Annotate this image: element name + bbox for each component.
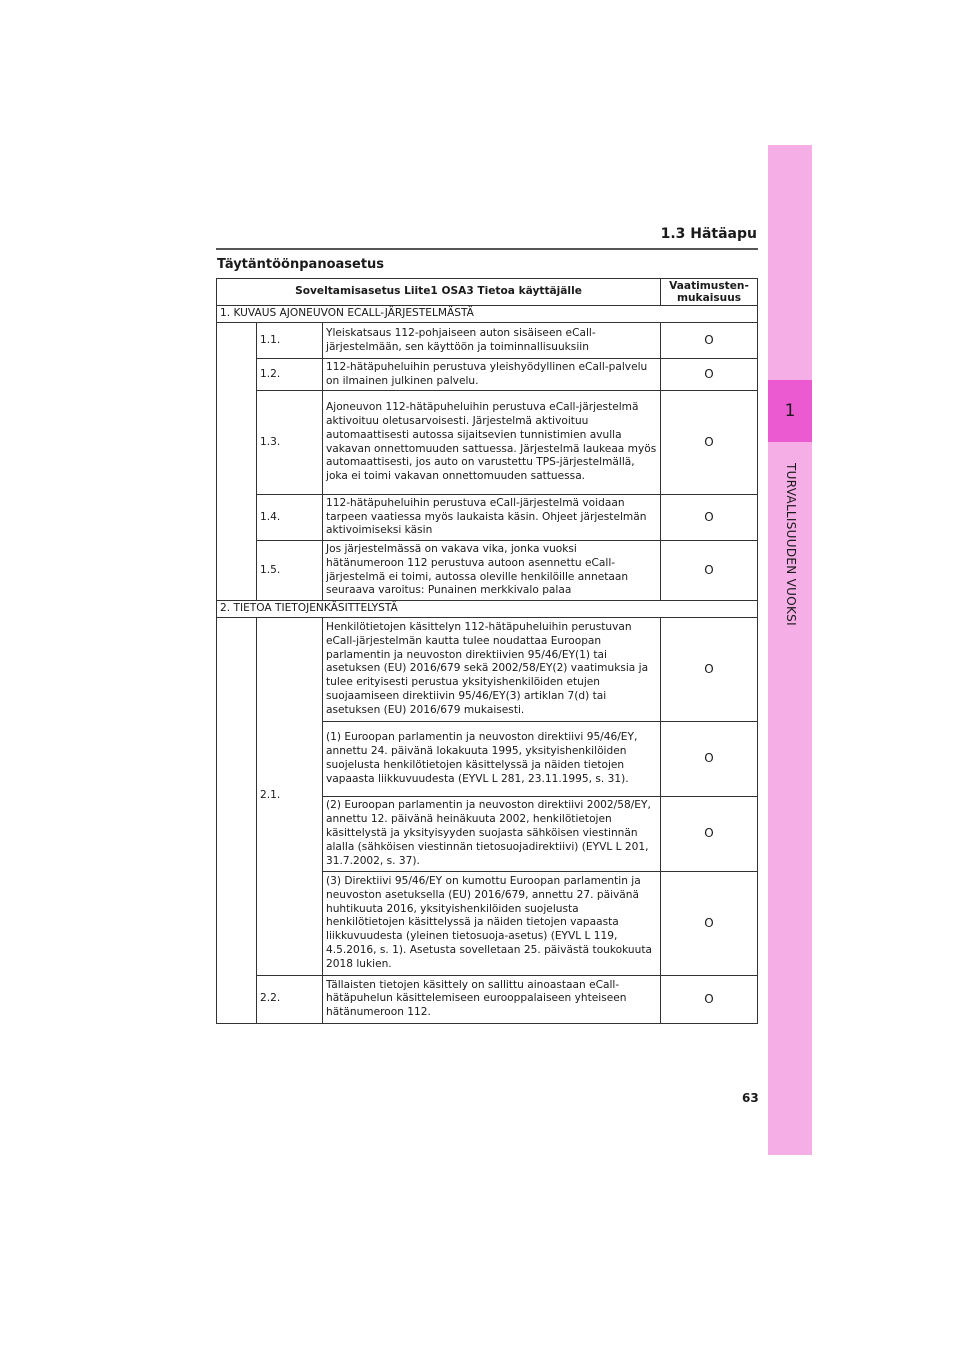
row-text: (2) Euroopan parlamentin ja neuvoston direktiivi 2002/58/EY, annettu 12. päivänä heinäkuuta 2002, henkilötietojen käsittelystä ja yksityisyyden suojasta sähköisen viestinnän alalla (sähköisen viestinnän tietosuojadirektiivi) (EYVL L 201, 31.7.2002, s. 37). [323, 796, 661, 871]
header-divider [216, 248, 758, 250]
row-text: 112-hätäpuheluihin perustuva yleishyödyllinen eCall-palvelu on ilmainen julkinen palvelu. [323, 359, 661, 391]
section-title: 2. TIETOA TIETOJENKÄSITTELYSTÄ [217, 601, 758, 618]
row-compliance-mark: O [661, 617, 758, 721]
row-number: 1.1. [257, 323, 323, 359]
table-row [217, 495, 758, 541]
row-compliance-mark: O [661, 721, 758, 796]
table-row [217, 541, 758, 601]
row-compliance-mark: O [661, 796, 758, 871]
table-row [217, 391, 758, 495]
table-row [217, 323, 758, 359]
compliance-table [216, 278, 758, 1024]
row-compliance-mark: O [661, 541, 758, 601]
row-number: 1.3. [257, 391, 323, 495]
row-text: Henkilötietojen käsittelyn 112-hätäpuheluihin perustuvan eCall-järjestelmän kautta tulee noudattaa Euroopan parlamentin ja neuvoston direktiivien 95/46/EY(1) tai asetuksen (EU) 2016/679 sekä 2002/58/EY(2) vaatimuksia ja tulee erityisesti perustua yksityishenkilöiden etujen suojaamiseen direktiivin 95/46/EY(3) artiklan 7(d) tai asetuksen (EU) 2016/679 mukaisesti. [323, 617, 661, 721]
document-title: Täytäntöönpanoasetus [217, 257, 385, 272]
row-text: Yleiskatsaus 112-pohjaiseen auton sisäiseen eCall-järjestelmään, sen käyttöön ja toiminnallisuuksiin [323, 323, 661, 359]
indent-cell [217, 617, 257, 1023]
row-compliance-mark: O [661, 871, 758, 975]
row-compliance-mark: O [661, 495, 758, 541]
section-row [217, 306, 758, 323]
row-number: 2.1. [257, 617, 323, 975]
table-row [217, 975, 758, 1023]
row-compliance-mark: O [661, 359, 758, 391]
chapter-side-tab [768, 145, 812, 1155]
header-compliance-text: Vaatimusten- mukaisuus [669, 280, 749, 305]
row-number: 1.4. [257, 495, 323, 541]
section-title: 1. KUVAUS AJONEUVON ECALL-JÄRJESTELMÄSTÄ [217, 306, 758, 323]
row-number: 1.5. [257, 541, 323, 601]
table-row [217, 359, 758, 391]
row-compliance-mark: O [661, 323, 758, 359]
chapter-title: TURVALLISUUDEN VUOKSI [784, 463, 798, 626]
row-text: (1) Euroopan parlamentin ja neuvoston direktiivi 95/46/EY, annettu 24. päivänä lokakuuta 1995, yksityishenkilöiden suojelusta henkilötietojen käsittelyssä ja näiden tietojen vapaasta liikkuvuudesta (EYVL L 281, 23.11.1995, s. 31). [323, 721, 661, 796]
table-header-row [217, 279, 758, 306]
row-text: Tällaisten tietojen käsittely on sallittu ainoastaan eCall-hätäpuhelun käsittelemiseen eurooppalaiseen yhteiseen hätänumeroon 112. [323, 975, 661, 1023]
header-compliance [661, 279, 758, 306]
table-row [217, 617, 758, 721]
row-compliance-mark: O [661, 975, 758, 1023]
header-main: Soveltamisasetus Liite1 OSA3 Tietoa käyttäjälle [217, 279, 661, 306]
row-compliance-mark: O [661, 391, 758, 495]
row-text: 112-hätäpuheluihin perustuva eCall-järjestelmä voidaan tarpeen vaatiessa myös laukaista käsin. Ohjeet järjestelmän aktivoimiseksi käsin [323, 495, 661, 541]
chapter-number: 1 [768, 380, 812, 442]
row-number: 1.2. [257, 359, 323, 391]
indent-cell [217, 323, 257, 601]
section-header: 1.3 Hätäapu [660, 226, 757, 242]
row-text: (3) Direktiivi 95/46/EY on kumottu Euroopan parlamentin ja neuvoston asetuksella (EU) 2016/679, annettu 27. päivänä huhtikuuta 2016, yksityishenkilöiden suojelusta henkilötietojen käsittelyssä ja näiden tietojen vapaasta liikkuvuudesta (yleinen tietosuoja-asetus) (EYVL L 119, 4.5.2016, s. 1). Asetusta sovelletaan 25. päivästä toukokuuta 2018 lukien. [323, 871, 661, 975]
row-text: Ajoneuvon 112-hätäpuheluihin perustuva eCall-järjestelmä aktivoituu oletusarvoisesti. Järjestelmä aktivoituu automaattisesti autossa sijaitsevien tunnistimien avulla vakavan onnettomuuden sattuessa. Järjestelmä laukeaa myös automaattisesti, jos auto on varustettu TPS-järjestelmällä, joka ei toimi vakavan onnettomuuden sattuessa. [323, 391, 661, 495]
section-row [217, 601, 758, 618]
row-text: Jos järjestelmässä on vakava vika, jonka vuoksi hätänumeroon 112 perustuva autoon asennettu eCall-järjestelmä ei toimi, autossa oleville henkilöille annetaan seuraava varoitus: Punainen merkkivalo palaa [323, 541, 661, 601]
page-number: 63 [742, 1091, 759, 1105]
row-number: 2.2. [257, 975, 323, 1023]
